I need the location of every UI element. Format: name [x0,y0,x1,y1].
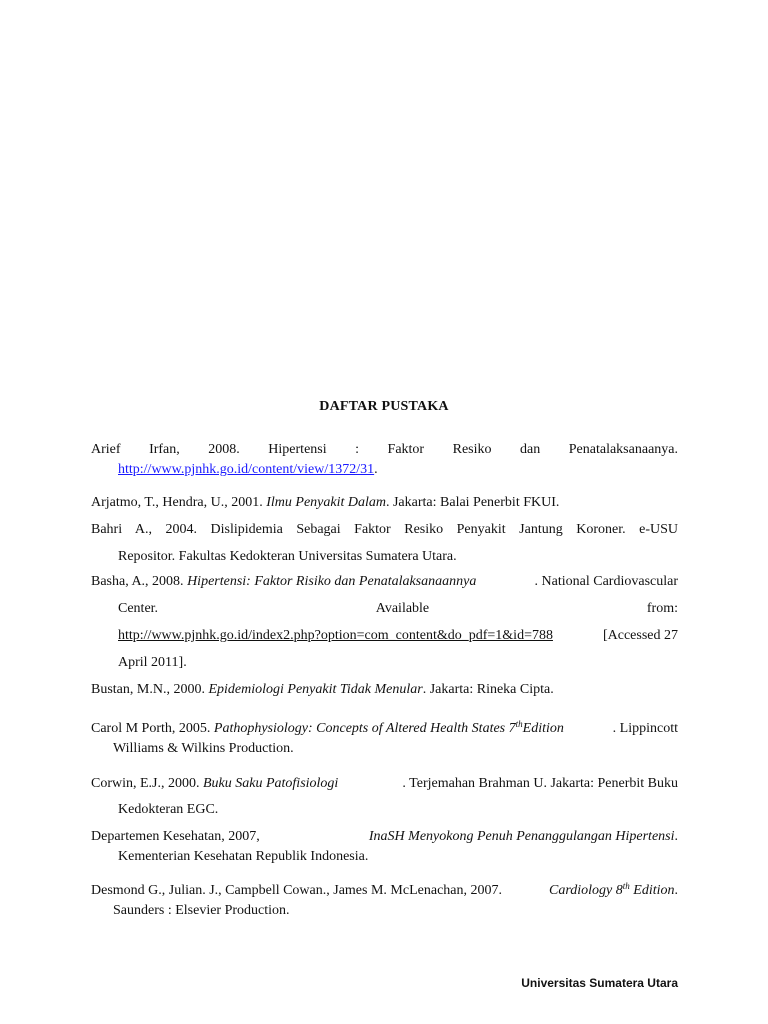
reference-line: Williams & Wilkins Production. [113,741,294,756]
reference-arief-irfan [91,440,678,480]
word: Center. [118,601,159,616]
reference-link[interactable]: http://www.pjnhk.go.id/content/view/1372/31 [118,462,375,477]
reference-line: Departemen Kesehatan, 2007, InaSH Menyokong Penuh Penanggulangan Hipertensi. [91,829,678,844]
word: : [355,442,360,457]
reference-bahri [91,520,678,567]
word: Penatalaksanaanya. [568,442,678,457]
reference-line: http://www.pjnhk.go.id/content/view/1372/31. [118,462,378,477]
reference-line: Saunders : Elsevier Production. [113,903,290,918]
page-title: DAFTAR PUSTAKA [319,399,449,414]
reference-line: Kementerian Kesehatan Republik Indonesia. [118,849,369,864]
reference-line [91,440,678,460]
reference-title: Hipertensi: Faktor Risiko dan Penatalaksanaannya [187,574,477,589]
word: Irfan, [149,442,180,457]
reference-title: Ilmu Penyakit Dalam [266,495,386,510]
page-footer: Universitas Sumatera Utara [521,976,678,990]
reference-title: Cardiology 8th Edition [548,881,675,898]
reference-line: April 2011]. [118,655,187,670]
word: from: [646,601,678,616]
word: Hipertensi [268,442,327,457]
reference-corwin [91,774,678,820]
reference-title: InaSH Menyokong Penuh Penanggulangan Hipertensi [368,829,675,844]
reference-line: Kedokteran EGC. [118,802,219,817]
reference-line: Desmond G., Julian. J., Campbell Cowan., James M. McLenachan, 2007. Cardiology 8th Edition. [91,881,678,898]
reference-line: Basha, A., 2008. Hipertensi: Faktor Risiko dan Penatalaksanaannya . National Cardiovascular [91,574,678,589]
reference-desmond [91,881,678,921]
reference-link[interactable]: http://www.pjnhk.go.id/index2.php?option=com_content&do_pdf=1&id=788 [118,628,553,643]
reference-depkes [91,827,678,867]
reference-line: Repositor. Fakultas Kedokteran Universitas Sumatera Utara. [118,549,457,564]
reference-line: http://www.pjnhk.go.id/index2.php?option=com_content&do_pdf=1&id=788 [Accessed 27 [91,626,678,646]
reference-arjatmo [91,493,678,513]
word: Available [375,601,430,616]
reference-line: Bustan, M.N., 2000. Epidemiologi Penyakit Tidak Menular. Jakarta: Rineka Cipta. [91,682,554,697]
reference-title: Epidemiologi Penyakit Tidak Menular [208,682,423,697]
reference-title: Buku Saku Patofisiologi [203,776,339,791]
word: Arief [91,442,121,457]
reference-line [91,599,678,619]
word: 2008. [208,442,240,457]
reference-line: Carol M Porth, 2005. Pathophysiology: Concepts of Altered Health States 7thEdition . Lippincott [91,719,678,736]
reference-line: Corwin, E.J., 2000. Buku Saku Patofisiologi . Terjemahan Brahman U. Jakarta: Penerbit Buku [91,776,678,791]
reference-line: Arjatmo, T., Hendra, U., 2001. Ilmu Penyakit Dalam. Jakarta: Balai Penerbit FKUI. [91,495,560,510]
word: Resiko [452,442,492,457]
reference-basha [91,572,678,673]
reference-carol-porth [91,719,678,759]
reference-line: Bahri A., 2004. Dislipidemia Sebagai Faktor Resiko Penyakit Jantung Koroner. e-USU [91,522,678,537]
reference-bustan [91,680,678,700]
word: Faktor [387,442,425,457]
word: dan [520,442,541,457]
reference-title: Pathophysiology: Concepts of Altered Health States 7thEdition [213,719,564,736]
